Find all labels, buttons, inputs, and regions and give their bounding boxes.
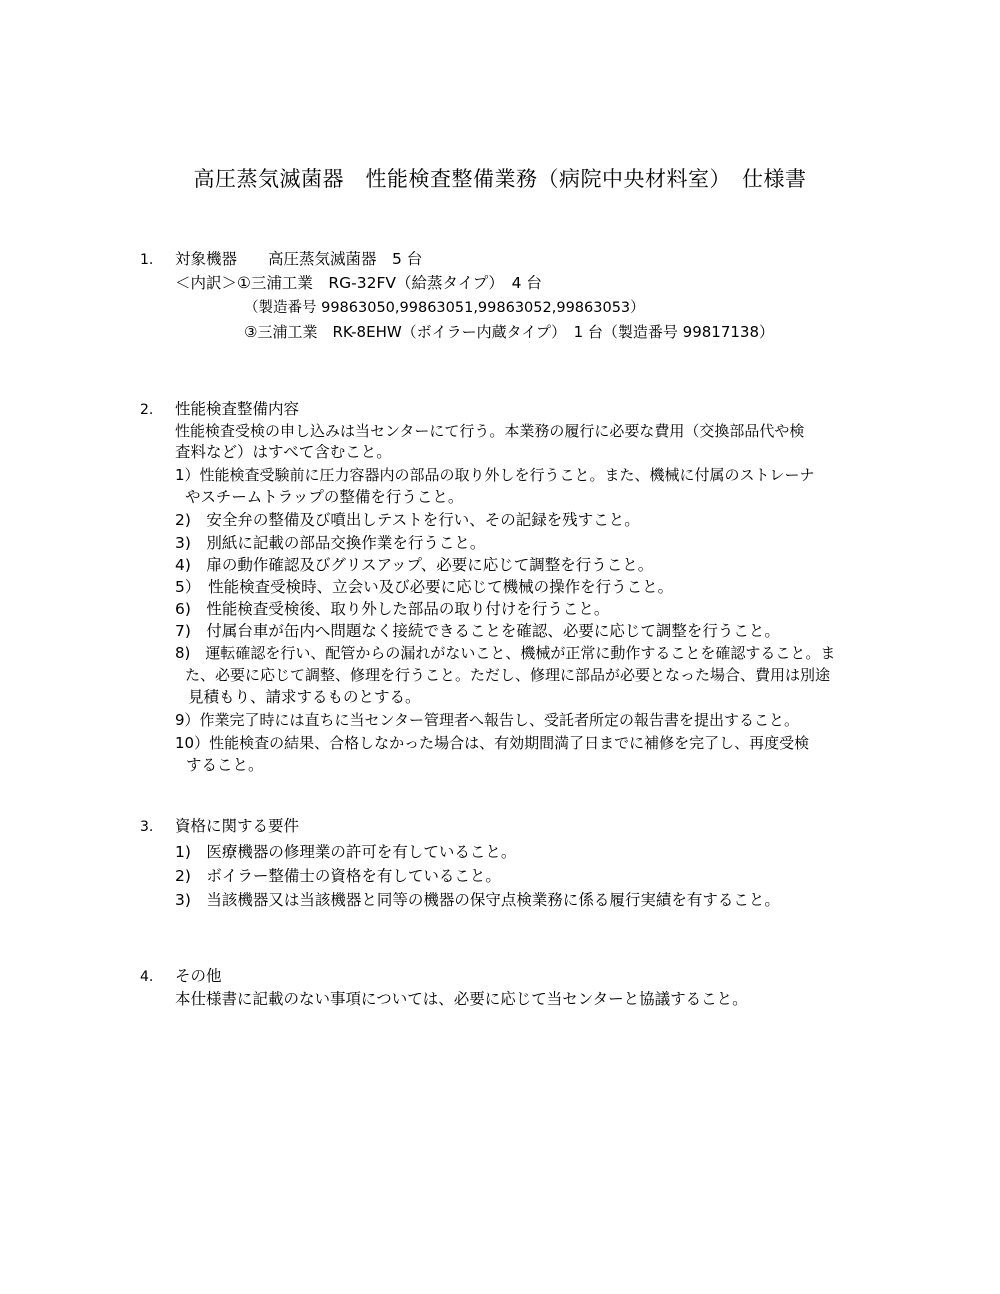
section-1-serials: （製造番号 99863050,99863051,99863052,99863053） bbox=[244, 300, 645, 316]
section-2-item: 6) 性能検査受検後、取り外した部品の取り付けを行うこと。 bbox=[175, 600, 610, 618]
section-2-item: 8) 運転確認を行い、配管からの漏れがないこと、機械が正常に動作することを確認すること。ま bbox=[175, 644, 836, 662]
section-2-item: やスチームトラップの整備を行うこと。 bbox=[185, 488, 464, 506]
section-2-item: た、必要に応じて調整、修理を行うこと。ただし、修理に部品が必要となった場合、費用は別途 bbox=[185, 666, 831, 684]
section-4-number: 4. bbox=[140, 969, 154, 985]
document-title: 高圧蒸気滅菌器 性能検査整備業務（病院中央材料室） 仕様書 bbox=[193, 167, 807, 191]
section-2-item: 見積もり、請求するものとする。 bbox=[188, 688, 421, 706]
section-4-heading: その他 bbox=[175, 967, 222, 985]
section-3-number: 3. bbox=[140, 819, 154, 835]
section-1-number: 1. bbox=[140, 252, 154, 268]
section-4-body: 本仕様書に記載のない事項については、必要に応じて当センターと協議すること。 bbox=[175, 990, 748, 1008]
section-1-unit-3: ③三浦工業 RK-8EHW（ボイラー内蔵タイプ） 1 台（製造番号 99817138） bbox=[244, 323, 775, 341]
section-1-heading: 対象機器 高圧蒸気滅菌器 5 台 bbox=[175, 250, 423, 268]
section-2-heading: 性能検査整備内容 bbox=[175, 400, 300, 418]
section-2-item: 5） 性能検査受検時、立会い及び必要に応じて機械の操作を行うこと。 bbox=[175, 578, 674, 596]
section-3-heading: 資格に関する要件 bbox=[175, 817, 300, 835]
section-2-item: 3) 別紙に記載の部品交換作業を行うこと。 bbox=[175, 534, 486, 552]
section-2-item: 9）作業完了時には直ちに当センター管理者へ報告し、受託者所定の報告書を提出すること。 bbox=[175, 711, 799, 729]
section-2-item: 2) 安全弁の整備及び噴出しテストを行い、その記録を残すこと。 bbox=[175, 511, 640, 529]
section-1-breakdown: ＜内訳＞①三浦工業 RG-32FV（給蒸タイプ） 4 台 bbox=[175, 274, 542, 292]
section-3-item: 3) 当該機器又は当該機器と同等の機器の保守点検業務に係る履行実績を有すること。 bbox=[175, 891, 780, 909]
section-2-intro-line: 性能検査受検の申し込みは当センターにて行う。本業務の履行に必要な費用（交換部品代や検 bbox=[175, 422, 805, 440]
section-2-item: 4) 扉の動作確認及びグリスアップ、必要に応じて調整を行うこと。 bbox=[175, 556, 654, 574]
section-3-item: 2) ボイラー整備士の資格を有していること。 bbox=[175, 867, 501, 885]
section-2-intro-line: 査料など）はすべて含むこと。 bbox=[175, 443, 392, 461]
section-2-item: すること。 bbox=[186, 756, 264, 774]
section-2-number: 2. bbox=[140, 402, 154, 418]
section-2-item: 7) 付属台車が缶内へ問題なく接続できることを確認、必要に応じて調整を行うこと。 bbox=[175, 622, 780, 640]
section-3-item: 1) 医療機器の修理業の許可を有していること。 bbox=[175, 843, 517, 861]
section-2-item: 10）性能検査の結果、合格しなかった場合は、有効期間満了日までに補修を完了し、再度受検 bbox=[175, 734, 810, 752]
section-2-item: 1）性能検査受験前に圧力容器内の部品の取り外しを行うこと。また、機械に付属のストレーナ bbox=[175, 466, 815, 484]
